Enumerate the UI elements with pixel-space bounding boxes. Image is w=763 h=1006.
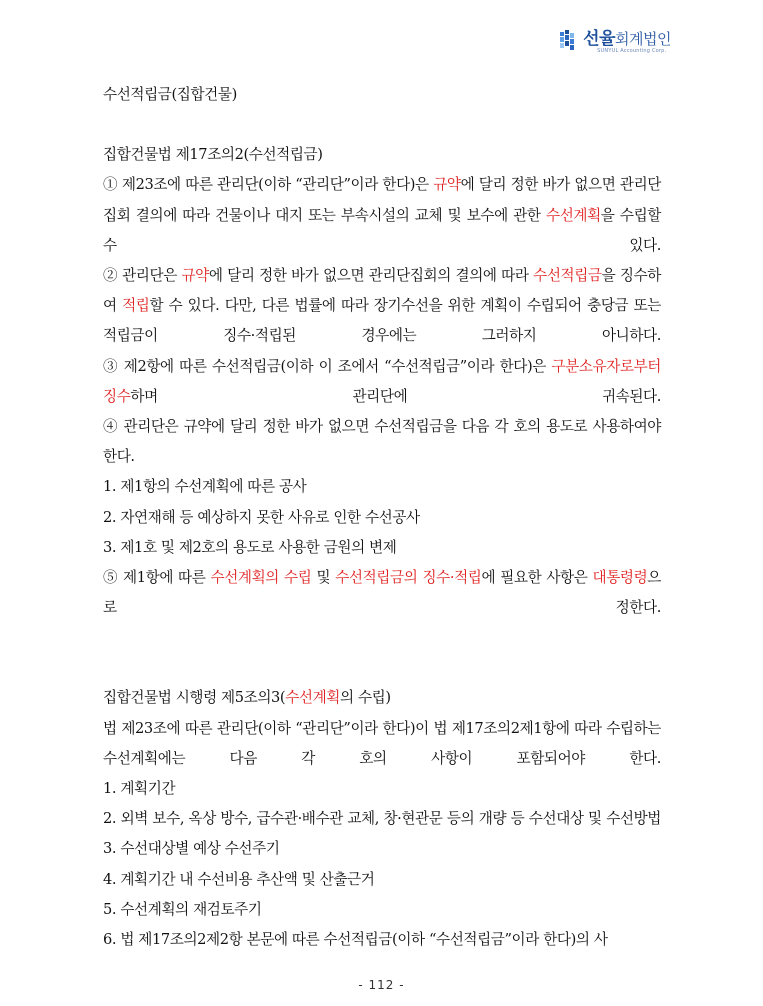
highlighted-text: 대통령령 bbox=[592, 569, 648, 587]
list-item: 3. 수선대상별 예상 수선주기 bbox=[103, 840, 280, 858]
highlighted-text: 수선계획 bbox=[285, 689, 341, 707]
page-number: - 112 - bbox=[358, 978, 405, 992]
logo-english: SUNYUL Accounting Corp. bbox=[597, 48, 667, 54]
list-item: 6. 법 제17조의2제2항 본문에 따른 수선적립금(이하 “수선적립금”이라 한다)의 사 bbox=[103, 931, 608, 949]
law1-paragraph-5 bbox=[103, 563, 661, 623]
highlighted-text: 수선계획의 수립 bbox=[210, 569, 312, 587]
text-segment: 집합건물법 시행령 제5조의3( bbox=[103, 689, 286, 707]
company-logo bbox=[559, 28, 671, 54]
highlighted-text: 적립 bbox=[122, 297, 150, 315]
list-item: 2. 외벽 보수, 옥상 방수, 급수관·배수관 교체, 창·현관문 등의 개량 등 수선대상 및 수선방법 bbox=[103, 810, 661, 828]
text-segment: ③ 제2항에 따른 수선적립금(이하 이 조에서 “수선적립금”이라 한다)은 bbox=[103, 357, 552, 375]
page-title: 수선적립금(집합건물) bbox=[103, 86, 237, 103]
logo-wordmark: 선율회계법인 bbox=[583, 29, 671, 49]
list-item: 1. 제1항의 수선계획에 따른 공사 bbox=[103, 478, 307, 496]
law1-heading: 집합건물법 제17조의2(수선적립금) bbox=[103, 146, 323, 164]
text-segment: 으로 정한다. bbox=[103, 569, 661, 617]
highlighted-text: 규약 bbox=[181, 267, 209, 285]
text-segment: 하며 관리단에 귀속된다. bbox=[130, 387, 661, 405]
list-item: 1. 계획기간 bbox=[103, 780, 176, 798]
law2-intro: 법 제23조에 따른 관리단(이하 “관리단”이라 한다)이 법 제17조의2제1항에 따라 수립하는 수선계획에는 다음 각 호의 사항이 포함되어야 한다. bbox=[103, 719, 661, 767]
text-segment: ② 관리단은 bbox=[103, 267, 182, 285]
text-segment: 의 수립) bbox=[340, 689, 391, 707]
highlighted-text: 수선적립금의 징수·적립 bbox=[335, 569, 482, 587]
list-item: 3. 제1호 및 제2호의 용도로 사용한 금원의 변제 bbox=[103, 538, 397, 556]
list-item: 4. 계획기간 내 수선비용 추산액 및 산출근거 bbox=[103, 870, 375, 888]
list-item: 2. 자연재해 등 예상하지 못한 사유로 인한 수선공사 bbox=[103, 508, 420, 526]
law1-paragraph-4: ④ 관리단은 규약에 달리 정한 바가 없으면 수선적립금을 다음 각 호의 용도로 사용하여야 한다. bbox=[103, 418, 661, 466]
highlighted-text: 수선계획 bbox=[546, 206, 601, 224]
highlighted-text: 규약 bbox=[433, 176, 461, 194]
text-segment: ① 제23조에 따른 관리단(이하 “관리단”이라 한다)은 bbox=[103, 176, 434, 194]
highlighted-text: 구분소유자로부터 징수 bbox=[103, 357, 661, 405]
law1-paragraph-2 bbox=[103, 261, 661, 352]
text-segment: 에 달리 정한 바가 없으면 관리단집회의 결의에 따라 bbox=[208, 267, 534, 285]
text-segment: 에 달리 정한 바가 없으면 관리단집회 결의에 따라 건물이나 대지 또는 부속시설의 교체 및 보수에 관한 bbox=[103, 176, 661, 224]
highlighted-text: 수선적립금 bbox=[533, 267, 602, 285]
text-segment: 에 필요한 사항은 bbox=[481, 569, 593, 587]
text-segment: 을 수립할 수 있다. bbox=[103, 206, 661, 254]
text-segment: 을 징수하여 bbox=[103, 267, 662, 315]
text-segment: 및 bbox=[311, 569, 336, 587]
law1-paragraph-1 bbox=[103, 170, 661, 261]
document-body bbox=[103, 80, 661, 955]
law1-paragraph-3 bbox=[103, 352, 661, 412]
list-item: 5. 수선계획의 재검토주기 bbox=[103, 900, 262, 918]
logo-mark-icon bbox=[559, 30, 579, 52]
text-segment: 할 수 있다. 다만, 다른 법률에 따라 장기수선을 위한 계획이 수립되어 충당금 또는 적립금이 징수·적립된 경우에는 그러하지 아니하다. bbox=[103, 297, 662, 345]
law2-heading bbox=[103, 683, 661, 713]
text-segment: ⑤ 제1항에 따른 bbox=[103, 569, 211, 587]
